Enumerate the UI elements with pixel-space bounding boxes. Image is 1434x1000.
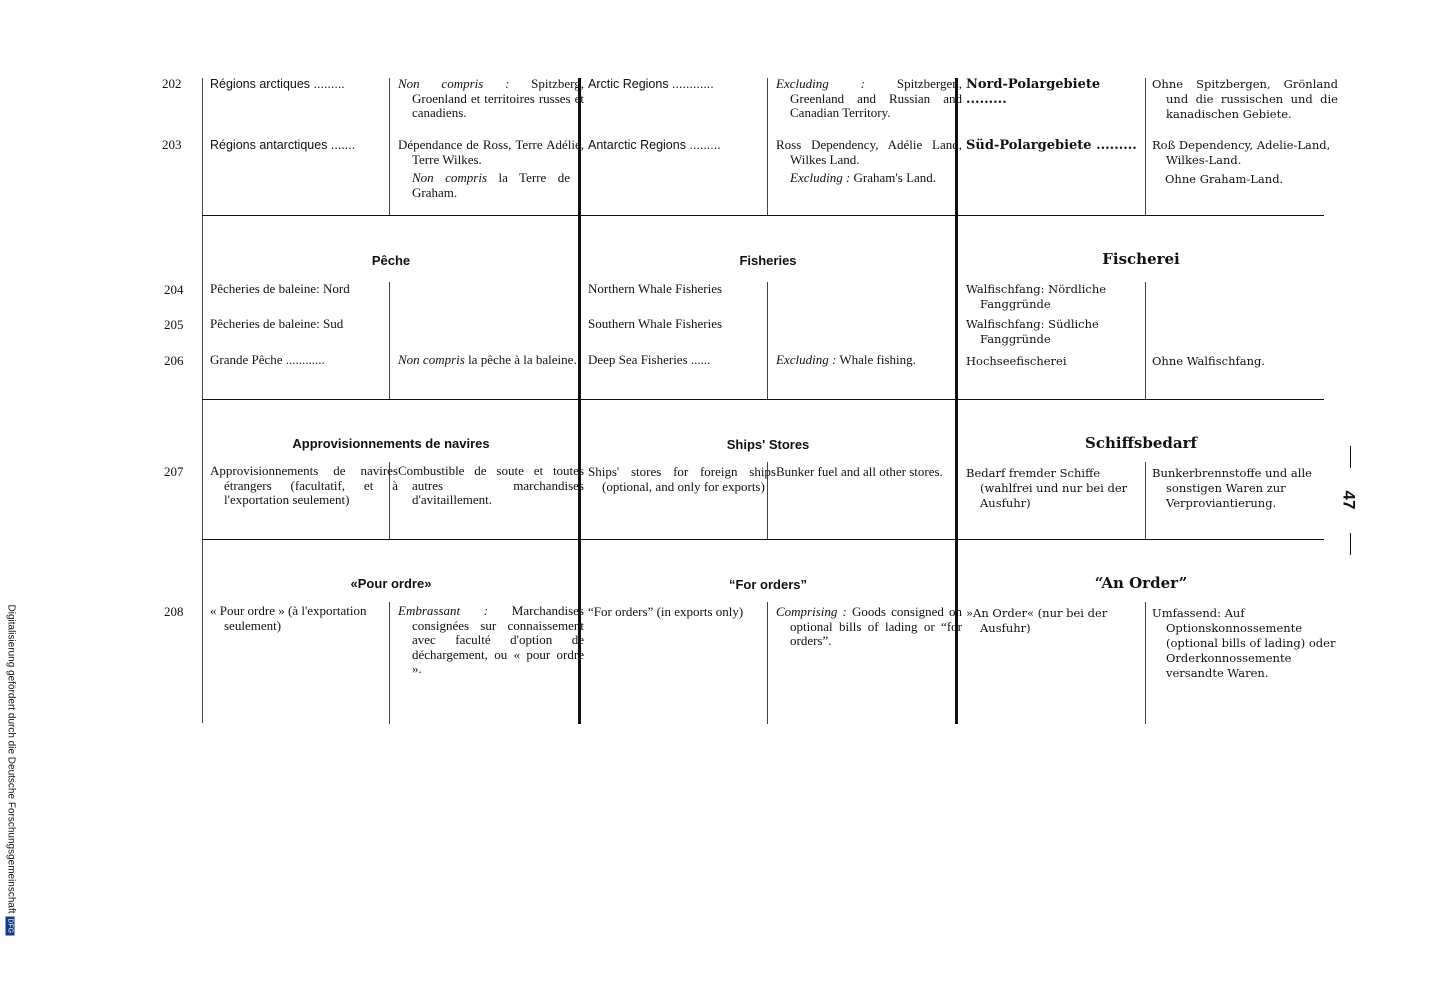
section-heading-en: “For orders”: [728, 577, 807, 592]
en-note: Comprising : Goods consigned on optional bills of lading or “for orders”.: [776, 604, 963, 648]
column-rule: [1145, 78, 1146, 216]
en-term: Deep Sea Fisheries ......: [588, 352, 711, 367]
row-number: 208: [164, 604, 184, 619]
fr-note: Combustible de soute et toutes autres marchandises d'avitaillement.: [398, 463, 584, 507]
section-heading-de: Schiffsbedarf: [1085, 434, 1197, 452]
section-heading-de: Fischerei: [1102, 250, 1180, 268]
section-heading-fr: Pêche: [371, 253, 411, 268]
section-rule: [202, 399, 1324, 400]
section-rule: [202, 539, 1324, 540]
de-term: Bedarf fremder Schiffe (wahlfrei und nur bei der Ausfuhr): [966, 466, 1128, 510]
de-term: Süd-Polargebiete .........: [966, 138, 1137, 153]
row-number: 206: [164, 353, 184, 368]
de-note-exclusion: Ohne Graham-Land.: [1165, 172, 1284, 186]
fr-term: Régions antarctiques .......: [210, 138, 356, 152]
en-term: Northern Whale Fisheries: [588, 281, 723, 296]
en-term: “For orders” (in exports only): [588, 604, 744, 619]
fr-note: Dépendance de Ross, Terre Adélie, Terre Wilkes.: [398, 137, 584, 167]
section-heading-fr: Approvisionnements de navires: [292, 436, 490, 451]
section-heading-en: Fisheries: [739, 253, 797, 268]
row-number: 202: [162, 76, 182, 91]
en-note: Excluding : Whale fishing.: [776, 352, 916, 367]
page-number: 47: [1339, 490, 1359, 510]
section-heading-de: “An Order”: [1094, 574, 1188, 592]
dfg-logo: DFG: [6, 918, 14, 934]
en-note: Ross Dependency, Adélie Land, Wilkes Land.: [776, 137, 962, 167]
row-number: 205: [164, 317, 184, 332]
column-rule: [202, 78, 203, 723]
fr-term: Pêcheries de baleine: Nord: [210, 281, 350, 296]
column-rule: [389, 78, 390, 216]
de-note: Umfassend: Auf Optionskonnossemente (optional bills of lading) oder Orderkonnossemente versandte Waren.: [1152, 606, 1336, 680]
de-note: Bunkerbrennstoffe und alle sonstigen Waren zur Verproviantierung.: [1152, 466, 1312, 510]
en-term: Arctic Regions ............: [588, 77, 714, 91]
fr-term: Approvisionnements de navires étrangers (facultatif, et à l'exportation seulement): [210, 463, 398, 507]
section-heading-fr: «Pour ordre»: [350, 576, 432, 591]
row-number: 207: [164, 464, 184, 479]
de-note: Ohne Walfischfang.: [1152, 354, 1266, 368]
fr-note: Non compris : Spitzberg, Groenland et territoires russes et canadiens.: [398, 76, 585, 120]
section-rule: [202, 215, 1324, 216]
row-number: 204: [164, 282, 184, 297]
de-note: Roß Dependency, Adelie-Land, Wilkes-Land.: [1152, 138, 1331, 167]
column-rule: [767, 78, 768, 216]
de-term: Nord-Polargebiete .........: [966, 77, 1101, 107]
de-term: Hochseefischerei: [966, 354, 1067, 368]
en-term: Ships' stores for foreign ships (optional, and only for exports): [588, 464, 776, 494]
en-note: Bunker fuel and all other stores.: [776, 464, 943, 479]
de-term: Walfischfang: Nördliche Fanggründe: [966, 282, 1107, 311]
digitization-credit: Digitalisierung gefördert durch die Deutsche Forschungsgemeinschaft DFG: [5, 604, 17, 934]
de-term: »An Order« (nur bei der Ausfuhr): [966, 606, 1108, 635]
page-number-dash: [1350, 533, 1351, 555]
page-number-dash: [1350, 446, 1351, 468]
en-note-exclusion: Excluding : Graham's Land.: [790, 170, 937, 185]
column-rule: [767, 602, 768, 724]
de-term: Walfischfang: Südliche Fanggründe: [966, 317, 1099, 346]
de-note: Ohne Spitzbergen, Grönland und die russischen und die kanadischen Gebiete.: [1152, 77, 1338, 121]
en-note: Excluding : Spitzbergen, Greenland and Russian and Canadian Territory.: [776, 76, 962, 120]
fr-note: Non compris la pêche à la baleine.: [398, 352, 577, 367]
row-number: 203: [162, 137, 182, 152]
fr-note: Embrassant : Marchandises consignées sur connaissement avec faculté d'option de déchargement, ou « pour ordre ».: [398, 603, 584, 676]
fr-note-exclusion: Non compris la Terre de Graham.: [412, 170, 571, 200]
fr-term: Régions arctiques .........: [210, 77, 345, 91]
column-rule: [389, 282, 390, 400]
column-rule: [767, 282, 768, 400]
en-term: Southern Whale Fisheries: [588, 316, 723, 331]
en-term: Antarctic Regions .........: [588, 138, 721, 152]
section-heading-en: Ships' Stores: [726, 437, 810, 452]
fr-term: Pêcheries de baleine: Sud: [210, 316, 344, 331]
fr-term: Grande Pêche ............: [210, 352, 325, 367]
fr-term: « Pour ordre » (à l'exportation seulement): [210, 603, 367, 633]
